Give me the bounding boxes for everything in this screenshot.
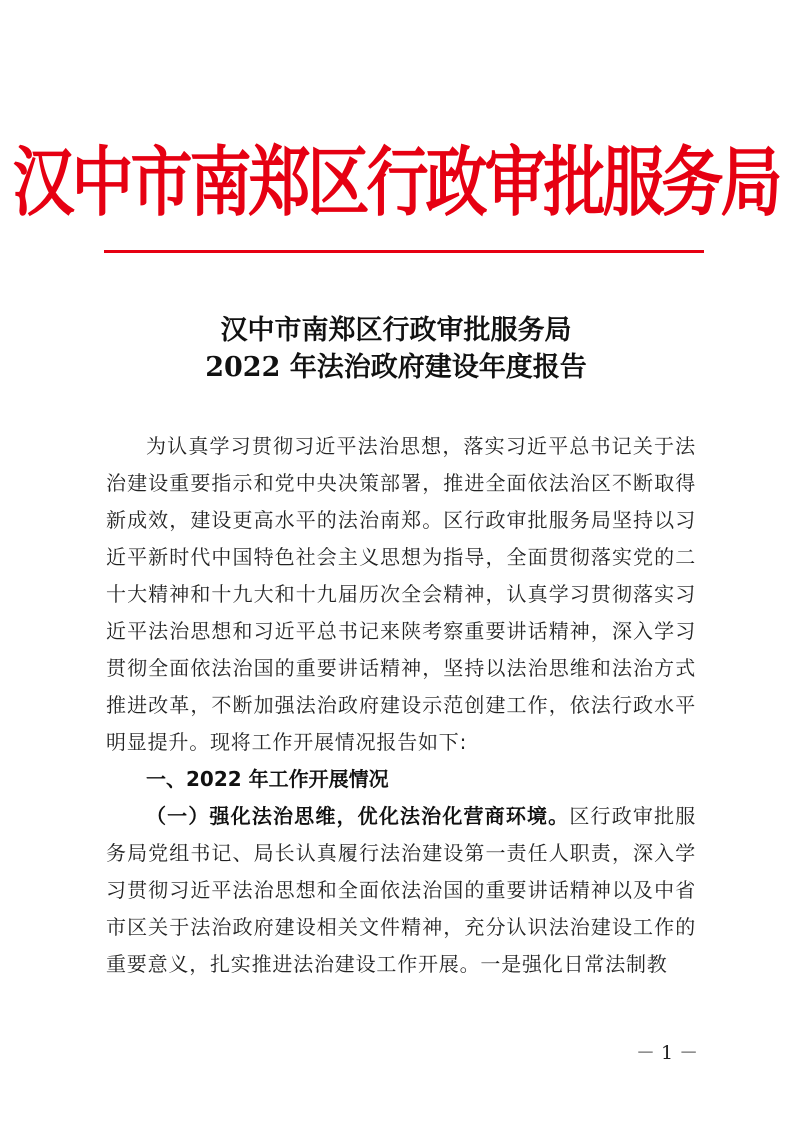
intro-paragraph: 为认真学习贯彻习近平法治思想，落实习近平总书记关于法治建设重要指示和党中央决策部署，推进全面依法治区不断取得新成效，建设更高水平的法治南郑。区行政审批服务局坚持以习近平新时代中国特色社会主义思想为指导，全面贯彻落实党的二十大精神和十九大和十九届历次全会精神，认真学习贯彻落实习近平法治思想和习近平总书记来陕考察重要讲话精神，深入学习贯彻全面依法治国的重要讲话精神，坚持以法治思维和法治方式推进改革，不断加强法治政府建设示范创建工作，依法行政水平明显提升。现将工作开展情况报告如下:: [106, 434, 696, 754]
document-body: [106, 428, 696, 983]
subsection-paragraph-1: [106, 798, 696, 983]
document-title-line-2: 2022 年法治政府建设年度报告: [205, 352, 587, 383]
subsection-heading-1: （一）强化法治思维，优化法治化营商环境。: [146, 804, 570, 828]
masthead-title: 汉中市南郑区行政审批服务局: [12, 137, 780, 227]
page-number: － 1 －: [636, 1042, 699, 1064]
section-heading-1: 一、2022 年工作开展情况: [146, 767, 389, 791]
red-divider-line: [104, 250, 704, 253]
document-title-line-1: 汉中市南郑区行政审批服务局: [220, 315, 572, 346]
subsection-text-1: 区行政审批服务局党组书记、局长认真履行法治建设第一责任人职责，深入学习贯彻习近平法治思想和全面依法治国的重要讲话精神以及中省市区关于法治政府建设相关文件精神，充分认识法治建设工作的重要意义，扎实推进法治建设工作开展。一是强化日常法制教: [106, 804, 696, 976]
